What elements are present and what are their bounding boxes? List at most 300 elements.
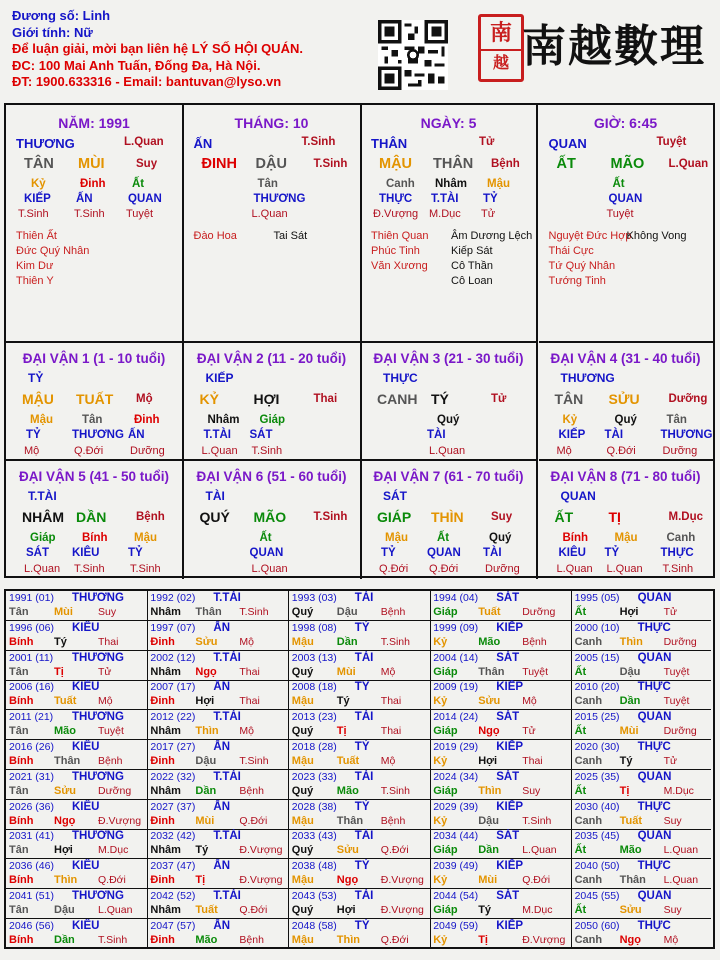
dv-hidden-phase-1: Mộ <box>24 445 40 457</box>
qr-code-icon <box>378 20 448 90</box>
dv-hidden-phase-1: Q.Đới <box>379 563 409 575</box>
pillar-title: THÁNG: 10 <box>234 115 309 131</box>
pillars-grid <box>4 103 715 578</box>
hidden-god-2: T.TÀI <box>431 193 459 205</box>
year-label: 2029 (39) <box>433 800 479 813</box>
year-label: 2039 (49) <box>433 860 479 873</box>
year-label: 2045 (55) <box>574 890 620 902</box>
year-phase: Suy <box>663 814 682 827</box>
year-phase: Q.Đới <box>239 904 268 916</box>
year-stem: Bính <box>9 695 34 708</box>
year-phase: M.Dục <box>522 904 553 916</box>
year-phase: T.Sinh <box>239 606 269 618</box>
dai-van-ten-god: TÀI <box>205 489 225 503</box>
year-cell <box>6 680 148 710</box>
dai-van-stem: MẬU <box>22 391 54 407</box>
year-stem: Quý <box>291 665 314 678</box>
year-branch: Dậu <box>619 665 641 678</box>
year-ten-god: TÀI <box>354 890 374 902</box>
dv-hidden-god-2: KIÊU <box>72 547 100 559</box>
year-stem: Đinh <box>150 635 175 648</box>
dv-hidden-god-3: TÀI <box>483 547 502 559</box>
dai-van-stem: CANH <box>377 391 418 407</box>
dv-hidden-phase-2: T.Sinh <box>251 445 283 457</box>
year-ten-god: SÁT <box>496 890 520 902</box>
dv-hidden-god-2: TÀI <box>604 429 624 441</box>
year-branch: Tuất <box>619 814 642 827</box>
year-ten-god: ẤN <box>213 741 231 753</box>
year-cell <box>6 621 148 651</box>
dai-van-cell <box>361 343 538 461</box>
year-cell <box>147 770 289 800</box>
year-stem: Nhâm <box>150 725 181 738</box>
pillar-top-star: T.Sinh <box>301 136 336 148</box>
pillar-cell <box>6 105 184 343</box>
year-cell <box>572 829 711 859</box>
year-branch: Thìn <box>619 635 643 648</box>
dv-hidden-stem-2: Giáp <box>259 414 286 426</box>
year-ten-god: T.TÀI <box>213 711 241 724</box>
year-label: 2032 (42) <box>150 830 196 843</box>
year-branch: Thìn <box>478 784 502 797</box>
year-phase: Đ.Vượng <box>380 874 424 887</box>
year-label: 2006 (16) <box>9 681 54 694</box>
year-cell <box>147 591 289 621</box>
star-left: Thiên Y <box>16 275 54 287</box>
dai-van-phase: Dưỡng <box>668 393 708 405</box>
pillar-phase: Bệnh <box>491 158 520 170</box>
dv-hidden-god-1: TỶ <box>381 547 396 559</box>
year-cell <box>572 621 711 651</box>
year-stem: Nhâm <box>150 784 181 797</box>
year-stem: Đinh <box>150 874 175 887</box>
year-label: 2042 (52) <box>150 890 196 902</box>
dai-van-branch: THÌN <box>431 509 464 525</box>
year-stem: Ất <box>574 784 587 797</box>
year-phase: Q.Đới <box>98 874 126 887</box>
dv-hidden-phase-1: L.Quan <box>201 445 238 457</box>
dai-van-cell <box>539 343 713 461</box>
dv-hidden-stem-2: Ất <box>259 532 272 544</box>
dai-van-phase: Suy <box>491 511 513 523</box>
year-stem: Nhâm <box>150 904 181 916</box>
year-ten-god: THỰC <box>637 621 671 634</box>
pillar-phase: L.Quan <box>668 158 709 170</box>
year-ten-god: KIÊU <box>72 621 100 634</box>
year-cell <box>289 859 431 889</box>
year-cell <box>289 919 431 949</box>
year-phase: Đ.Vượng <box>98 814 142 827</box>
dv-hidden-phase-2: L.Quan <box>251 563 288 575</box>
year-label: 2028 (38) <box>291 800 337 813</box>
star-right: Kiếp Sát <box>451 245 493 257</box>
year-stem: Đinh <box>150 755 175 767</box>
dai-van-stem: QUÝ <box>199 509 230 525</box>
year-phase: Tử <box>522 725 536 738</box>
dv-hidden-stem-1: Giáp <box>30 532 56 544</box>
year-stem: Giáp <box>433 665 458 678</box>
year-label: 1995 (05) <box>574 592 620 604</box>
year-branch: Tuất <box>54 695 77 708</box>
dai-van-stem: NHÂM <box>22 509 64 525</box>
star-left: Tứ Quý Nhân <box>548 260 616 272</box>
star-right: Cô Thần <box>451 260 493 272</box>
dv-hidden-stem-1: Mậu <box>30 414 53 426</box>
year-cell <box>430 621 572 651</box>
dv-hidden-stem-1: Nhâm <box>207 414 240 426</box>
year-label: 1993 (03) <box>291 592 337 604</box>
year-stem: Ất <box>574 844 587 857</box>
year-phase: Tử <box>98 665 112 678</box>
year-phase: Đ.Vượng <box>239 844 283 857</box>
pillar-ten-god: QUAN <box>548 136 587 151</box>
year-branch: Tuất <box>478 606 501 618</box>
year-cell <box>430 740 572 770</box>
year-ten-god: THỰC <box>637 919 671 932</box>
pillar-branch: THÂN <box>433 156 474 172</box>
year-ten-god: TÀI <box>354 592 374 604</box>
year-cell <box>430 889 572 919</box>
year-phase: Mộ <box>380 755 396 767</box>
dai-van-branch: TÝ <box>431 391 449 407</box>
dv-hidden-phase-2: Q.Đới <box>74 445 104 457</box>
pillar-cell <box>539 105 713 343</box>
year-ten-god: TỶ <box>354 860 370 873</box>
year-label: 2026 (36) <box>9 800 54 813</box>
dai-van-stem: GIÁP <box>377 509 412 525</box>
dai-van-title: ĐẠI VẬN 6 (51 - 60 tuổi) <box>196 469 347 484</box>
dai-van-phase: T.Sinh <box>313 511 348 523</box>
year-ten-god: THƯƠNG <box>72 830 124 843</box>
year-cell <box>572 740 711 770</box>
year-phase: Dưỡng <box>522 606 556 618</box>
hidden-god-3: TỶ <box>483 193 498 205</box>
year-cell <box>572 889 711 919</box>
year-cell <box>6 859 148 889</box>
dv-hidden-stem-1: Kỷ <box>562 414 578 426</box>
year-ten-god: THƯƠNG <box>72 711 124 724</box>
year-cell <box>430 859 572 889</box>
year-phase: T.Sinh <box>522 814 552 827</box>
year-cell <box>430 770 572 800</box>
year-stem: Quý <box>291 844 314 857</box>
year-ten-god: KIẾP <box>496 919 524 932</box>
year-label: 2022 (32) <box>150 770 196 783</box>
year-label: 2019 (29) <box>433 741 479 753</box>
dai-van-title: ĐẠI VẬN 3 (21 - 30 tuổi) <box>373 351 524 366</box>
phone-email: ĐT: 1900.633316 - Email: bantuvan@lyso.vn <box>12 74 282 89</box>
year-branch: Ngọ <box>195 665 217 678</box>
year-phase: Đ.Vượng <box>239 874 283 887</box>
year-label: 2035 (45) <box>574 830 620 843</box>
dv-hidden-god-2: QUAN <box>249 547 284 559</box>
year-label: 2046 (56) <box>9 919 54 932</box>
dai-van-branch: TỊ <box>608 509 621 525</box>
year-ten-god: THƯƠNG <box>72 770 124 783</box>
year-branch: Ngọ <box>478 725 500 738</box>
red-seal-stamp <box>478 14 524 82</box>
contact-note: Để luận giải, mời bạn liên hệ LÝ SỐ HỘI QUÁN. <box>12 41 303 56</box>
year-stem: Canh <box>574 933 603 946</box>
year-branch: Dần <box>195 784 217 797</box>
year-ten-god: ẤN <box>213 860 231 873</box>
year-ten-god: TỶ <box>354 681 370 694</box>
year-ten-god: KIÊU <box>72 860 100 873</box>
dai-van-ten-god: SÁT <box>383 489 407 503</box>
pillar-stem: MẬU <box>379 156 413 172</box>
year-label: 1994 (04) <box>433 592 479 604</box>
year-phase: T.Sinh <box>380 635 410 648</box>
year-cell <box>147 800 289 830</box>
year-cell <box>430 651 572 681</box>
year-phase: Suy <box>663 904 682 916</box>
star-left: Thiên Ất <box>16 230 57 242</box>
year-label: 2038 (48) <box>291 860 337 873</box>
year-cell <box>572 800 711 830</box>
year-branch: Thân <box>195 606 222 618</box>
year-branch: Tuất <box>195 904 218 916</box>
dv-hidden-stem-1: Mậu <box>385 532 408 544</box>
year-phase: Đ.Vượng <box>380 904 424 916</box>
year-label: 2007 (17) <box>150 681 196 694</box>
year-cell <box>430 591 572 621</box>
hidden-phase-2: L.Quan <box>251 208 288 220</box>
year-phase: Mộ <box>98 695 113 708</box>
pillar-top-star: Tuyệt <box>656 136 687 148</box>
year-ten-god: THƯƠNG <box>72 651 124 664</box>
star-left: Tướng Tinh <box>548 275 606 287</box>
year-phase: Q.Đới <box>380 844 409 857</box>
year-ten-god: QUAN <box>637 592 672 604</box>
year-cell <box>289 621 431 651</box>
year-ten-god: KIẾP <box>496 800 524 813</box>
hidden-stem-1: Kỷ <box>31 178 46 190</box>
pillar-stem: ĐINH <box>201 156 237 172</box>
pillar-branch: MÙI <box>78 156 105 172</box>
dv-hidden-phase-3: Dưỡng <box>485 563 520 575</box>
hidden-stem-2: Nhâm <box>435 178 467 190</box>
hidden-stem-2: Ất <box>612 178 625 190</box>
year-ten-god: T.TÀI <box>213 830 241 843</box>
year-label: 2037 (47) <box>150 860 196 873</box>
year-branch: Tị <box>54 665 64 678</box>
year-branch: Tị <box>478 933 488 946</box>
year-cell <box>289 740 431 770</box>
year-cell <box>572 591 711 621</box>
hidden-stem-3: Ất <box>132 178 145 190</box>
year-cell <box>289 680 431 710</box>
year-stem: Tân <box>9 606 29 618</box>
year-cell <box>147 710 289 740</box>
year-stem: Quý <box>291 904 314 916</box>
star-right: Tai Sát <box>273 230 308 242</box>
year-stem: Canh <box>574 814 603 827</box>
pillar-title: GIỜ: 6:45 <box>593 115 658 131</box>
year-cell <box>147 829 289 859</box>
dv-hidden-god-1: TỶ <box>26 429 41 441</box>
year-ten-god: TÀI <box>354 830 374 843</box>
year-cell <box>289 889 431 919</box>
year-stem: Tân <box>9 725 29 738</box>
year-stem: Ất <box>574 606 587 618</box>
year-ten-god: TỶ <box>354 800 370 813</box>
year-label: 2036 (46) <box>9 860 54 873</box>
dai-van-cell <box>184 343 362 461</box>
year-stem: Giáp <box>433 725 458 738</box>
star-right: Âm Dương Lệch <box>451 230 533 242</box>
logo-calligraphy: 南越數理 <box>522 21 706 72</box>
year-branch: Tị <box>619 784 630 797</box>
dai-van-cell <box>6 461 184 579</box>
year-branch: Thìn <box>195 725 219 738</box>
dai-van-cell <box>6 343 184 461</box>
year-label: 2003 (13) <box>291 651 337 664</box>
year-stem: Ất <box>574 665 587 678</box>
year-ten-god: TÀI <box>354 651 374 664</box>
year-cell <box>289 710 431 740</box>
dai-van-branch: HỢI <box>253 391 280 407</box>
year-stem: Tân <box>9 844 29 857</box>
hidden-phase-3: Tử <box>481 208 496 220</box>
pillar-ten-god: THƯƠNG <box>16 136 75 151</box>
year-label: 2044 (54) <box>433 890 479 902</box>
year-label: 2023 (33) <box>291 770 337 783</box>
dv-hidden-stem-3: Quý <box>489 532 512 544</box>
year-ten-god: T.TÀI <box>213 770 241 783</box>
year-stem: Đinh <box>150 814 175 827</box>
year-phase: Suy <box>522 784 541 797</box>
dv-hidden-god-1: SÁT <box>26 547 49 559</box>
year-branch: Mùi <box>336 665 356 678</box>
year-label: 2050 (60) <box>574 919 620 932</box>
year-cell <box>6 800 148 830</box>
year-ten-god: T.TÀI <box>213 651 241 664</box>
year-phase: Đ.Vượng <box>522 933 566 946</box>
year-branch: Dần <box>336 635 358 648</box>
dai-van-phase: M.Dục <box>668 511 703 523</box>
dv-hidden-god-2: THƯƠNG <box>72 429 124 441</box>
dv-hidden-phase-3: T.Sinh <box>662 563 694 575</box>
year-ten-god: THƯƠNG <box>72 592 124 604</box>
year-label: 1996 (06) <box>9 621 54 634</box>
header-info <box>12 8 303 91</box>
year-branch: Dần <box>619 695 641 708</box>
hidden-god-3: QUAN <box>128 193 162 205</box>
year-stem: Kỷ <box>433 814 448 827</box>
dv-hidden-god-2: TỶ <box>604 547 620 559</box>
year-cell <box>147 680 289 710</box>
year-stem: Canh <box>574 874 603 887</box>
year-branch: Hợi <box>336 904 356 916</box>
hidden-phase-3: Tuyệt <box>126 208 154 220</box>
dv-hidden-stem-2: Quý <box>614 414 637 426</box>
hidden-god-1: KIẾP <box>24 193 51 205</box>
year-label: 1991 (01) <box>9 592 54 604</box>
year-ten-god: SÁT <box>496 651 520 664</box>
year-branch: Hợi <box>478 755 498 767</box>
dv-hidden-god-3: TỶ <box>128 547 143 559</box>
year-phase: Thai <box>239 695 260 708</box>
year-phase: Dưỡng <box>663 635 697 648</box>
dv-hidden-phase-2: Q.Đới <box>429 563 459 575</box>
year-cell <box>430 680 572 710</box>
year-cell <box>147 859 289 889</box>
year-phase: T.Sinh <box>239 755 269 767</box>
year-stem: Bính <box>9 874 34 887</box>
dv-hidden-stem-1: Bính <box>562 532 589 544</box>
year-cell <box>430 710 572 740</box>
dv-hidden-stem-2: Mậu <box>614 532 638 544</box>
year-stem: Nhâm <box>150 606 181 618</box>
hidden-god-1: THỰC <box>379 193 413 205</box>
year-branch: Tuất <box>336 755 360 767</box>
year-label: 2018 (28) <box>291 741 337 753</box>
dai-van-cell <box>539 461 713 579</box>
year-stem: Bính <box>9 814 34 827</box>
year-stem: Đinh <box>150 695 175 708</box>
pillar-stem: ẤT <box>556 156 576 172</box>
year-branch: Hợi <box>195 695 215 708</box>
star-left: Phúc Tinh <box>371 245 420 257</box>
year-branch: Sửu <box>195 635 218 648</box>
hidden-god-2: ẤN <box>76 193 93 205</box>
year-branch: Dần <box>478 844 499 857</box>
year-ten-god: KIẾP <box>496 621 524 634</box>
year-cell <box>6 829 148 859</box>
annual-luck-table <box>4 589 715 949</box>
year-label: 2025 (35) <box>574 770 620 783</box>
dai-van-ten-god: KIẾP <box>205 371 234 385</box>
year-stem: Bính <box>9 755 34 767</box>
year-phase: Thai <box>522 755 543 767</box>
year-cell <box>6 740 148 770</box>
year-branch: Mão <box>54 725 76 738</box>
dv-hidden-phase-1: L.Quan <box>556 563 593 575</box>
year-branch: Thân <box>54 755 81 767</box>
year-label: 2010 (20) <box>574 681 620 694</box>
year-branch: Tý <box>478 904 492 916</box>
year-phase: Q.Đới <box>239 814 268 827</box>
year-stem: Mậu <box>291 874 314 887</box>
year-cell <box>147 889 289 919</box>
year-phase: Thai <box>380 695 402 708</box>
year-label: 2005 (15) <box>574 651 620 664</box>
year-label: 2041 (51) <box>9 890 54 902</box>
year-ten-god: KIÊU <box>72 681 100 694</box>
year-branch: Tý <box>619 755 633 767</box>
dai-van-branch: MÃO <box>253 509 287 525</box>
year-label: 2030 (40) <box>574 800 620 813</box>
year-stem: Kỷ <box>433 874 448 887</box>
year-cell <box>572 859 711 889</box>
stamp-top-char: 南 <box>489 20 512 46</box>
star-right: Cô Loan <box>451 275 493 287</box>
dv-hidden-god-1: KIẾP <box>558 429 586 441</box>
dai-van-branch: DẦN <box>76 509 107 525</box>
year-phase: Dưỡng <box>98 784 132 797</box>
year-cell <box>147 621 289 651</box>
dai-van-ten-god: QUAN <box>560 489 596 503</box>
dv-hidden-phase-1: L.Quan <box>24 563 61 575</box>
year-branch: Mão <box>195 933 218 946</box>
year-phase: Q.Đới <box>522 874 551 887</box>
year-cell <box>6 591 148 621</box>
year-label: 2015 (25) <box>574 711 620 724</box>
dv-hidden-phase-2: Q.Đới <box>606 445 636 457</box>
year-stem: Quý <box>291 725 314 738</box>
year-phase: Thai <box>98 635 119 648</box>
star-left: Thái Cực <box>548 245 594 257</box>
